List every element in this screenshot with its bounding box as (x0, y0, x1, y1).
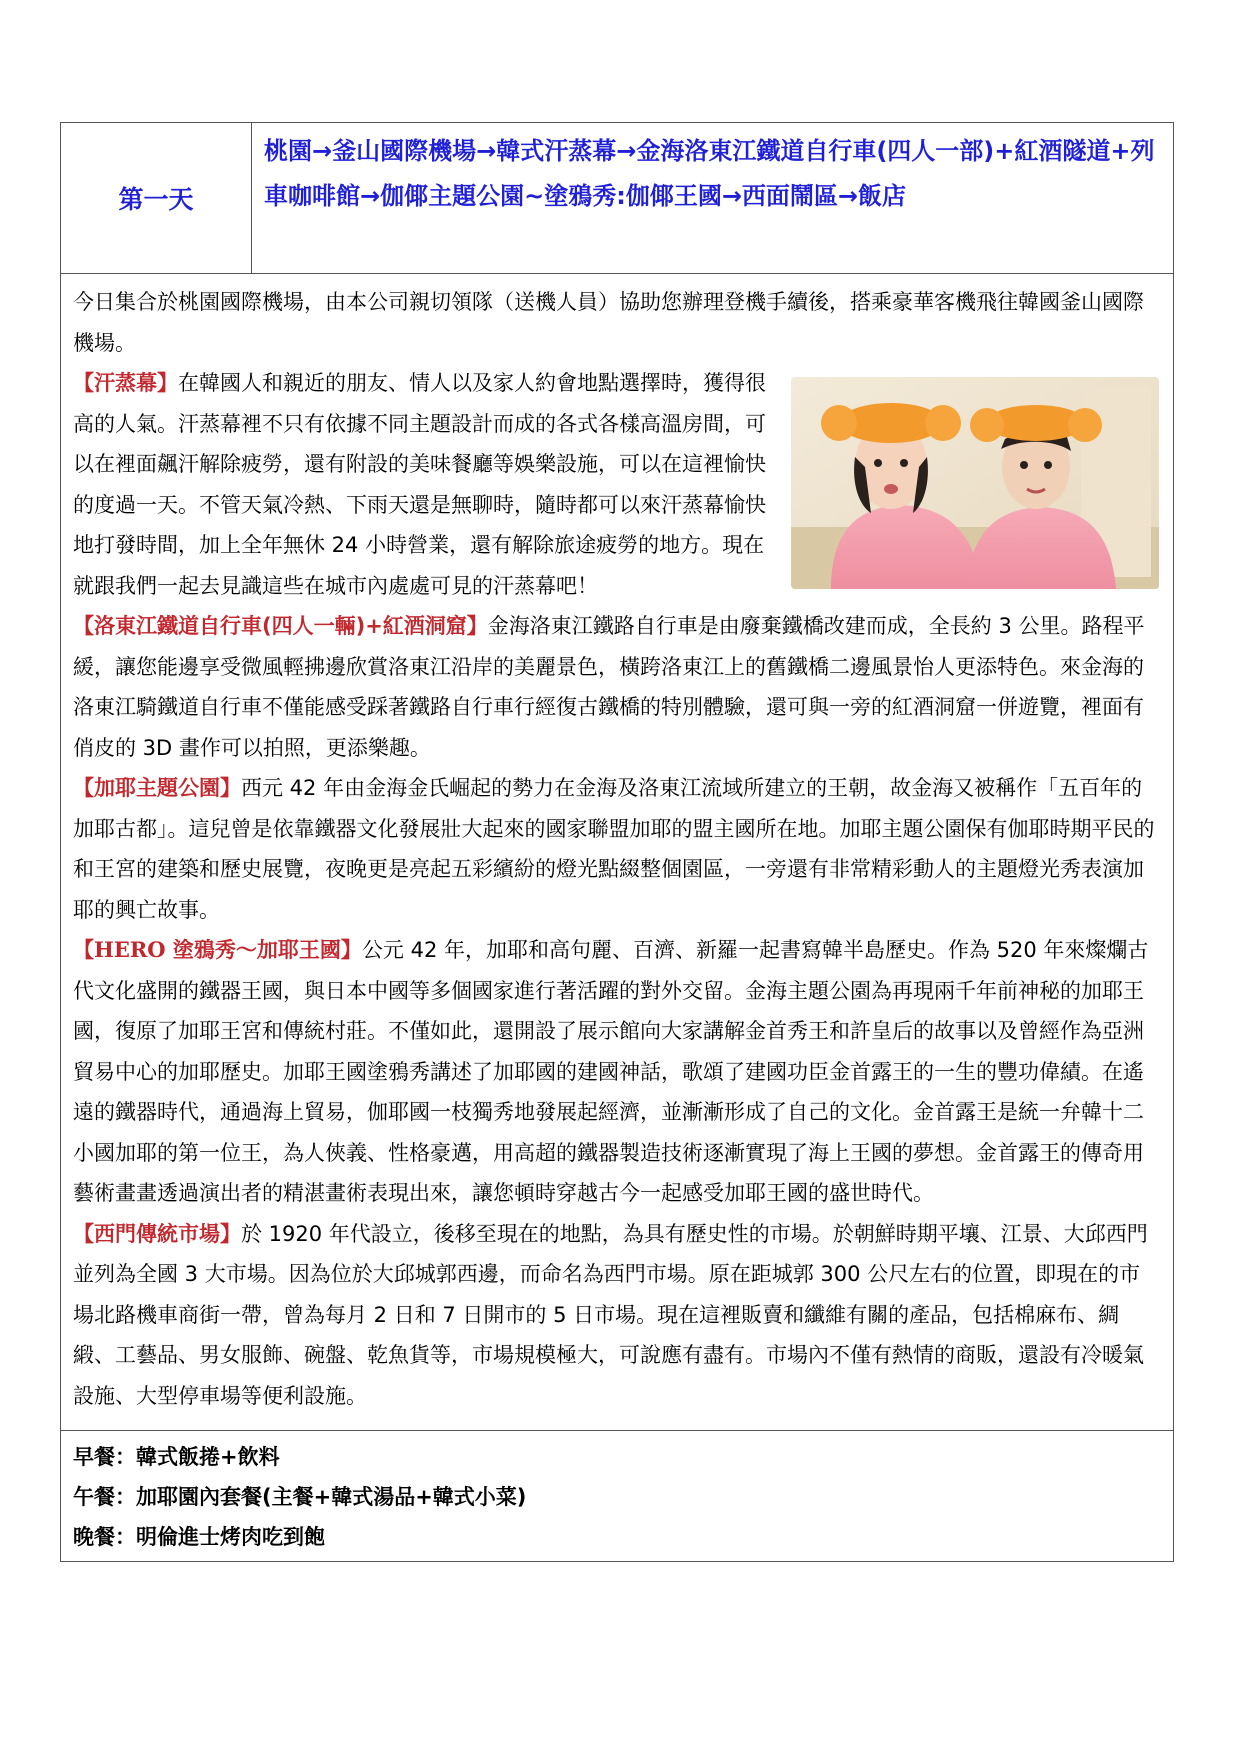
hero-tag-rest: 塗鴉秀～加耶王國】 (165, 938, 362, 962)
sauna-photo (791, 377, 1159, 589)
intro-paragraph: 今日集合於桃園國際機場，由本公司親切領隊（送機人員）協助您辦理登機手續後，搭乘豪華客機飛往韓國釜山國際機場。 (73, 290, 1144, 355)
section-rail-bike-text: 金海洛東江鐵路自行車是由廢棄鐵橋改建而成，全長約 3 公里。路程平緩，讓您能邊享受微風輕拂邊欣賞洛東江沿岸的美麗景色，橫跨洛東江上的舊鐵橋二邊風景怡人更添特色。來金海的洛東江騎鐵道自行車不僅能感受踩著鐵路自行車行經復古鐵橋的特別體驗，還可與一旁的紅酒洞窟一併遊覽，裡面有俏皮的 3D 畫作可以拍照，更添樂趣。 (73, 614, 1145, 760)
meal-dinner: 晚餐：明倫進士烤肉吃到飽 (73, 1525, 325, 1549)
section-rail-bike-tag: 【洛東江鐵道自行車(四人一輛)+紅酒洞窟】 (73, 614, 488, 638)
section-sauna-tag: 【汗蒸幕】 (73, 371, 178, 395)
section-gaya-park (73, 768, 1161, 930)
itinerary-description (61, 274, 1173, 1430)
section-hero-show (73, 930, 1161, 1214)
meals-row (61, 1430, 1173, 1561)
meal-breakfast: 早餐：韓式飯捲+飲料 (73, 1445, 280, 1469)
section-rail-bike (73, 606, 1161, 768)
meal-lunch: 午餐：加耶園內套餐(主餐+韓式湯品+韓式小菜) (73, 1485, 527, 1509)
section-sauna-text: 在韓國人和親近的朋友、情人以及家人約會地點選擇時，獲得很高的人氣。汗蒸幕裡不只有依據不同主題設計而成的各式各樣高溫房間，可以在裡面飆汗解除疲勞，還有附設的美味餐廳等娛樂設施，可以在這裡愉快的度過一天。不管天氣冷熱、下雨天還是無聊時，隨時都可以來汗蒸幕愉快地打發時間，加上全年無休 24 小時營業，還有解除旅途疲勞的地方。現在就跟我們一起去見識這些在城市內處處可見的汗蒸幕吧！ (73, 371, 766, 598)
hero-tag-english: HERO (94, 937, 166, 962)
section-seomun-market-text: 於 1920 年代設立，後移至現在的地點，為具有歷史性的市場。於朝鮮時期平壤、江景、大邱西門並列為全國 3 大市場。因為位於大邱城郭西邊，而命名為西門市場。原在距城郭 300 公尺左右的位置，即現在的市場北路機車商街一帶，曾為每月 2 日和 7 日開市的 5 日市場。現在這裡販賣和纖維有關的產品，包括棉麻布、綢緞、工藝品、男女服飾、碗盤、乾魚貨等，市場規模極大，可說應有盡有。市場內不僅有熱情的商販，還設有冷暖氣設施、大型停車場等便利設施。 (73, 1221, 1148, 1408)
section-gaya-park-tag: 【加耶主題公園】 (73, 776, 241, 800)
section-gaya-park-text: 西元 42 年由金海金氏崛起的勢力在金海及洛東江流域所建立的王朝，故金海又被稱作「五百年的加耶古都」。這兒曾是依靠鐵器文化發展壯大起來的國家聯盟加耶的盟主國所在地。加耶主題公園保有伽耶時期平民的和王宮的建築和歷史展覽，夜晚更是亮起五彩繽紛的燈光點綴整個園區，一旁還有非常精彩動人的主題燈光秀表演加耶的興亡故事。 (73, 776, 1155, 922)
hero-tag-open: 【 (73, 938, 94, 962)
itinerary-table (60, 122, 1174, 1562)
section-seomun-market (73, 1214, 1161, 1417)
section-hero-show-tag (73, 938, 362, 962)
section-seomun-market-tag: 【西門傳統市場】 (73, 1221, 241, 1246)
route-title: 桃園→釜山國際機場→韓式汗蒸幕→金海洛東江鐵道自行車(四人一部)+紅酒隧道+列車咖啡館→伽倻主題公園~塗鴉秀:伽倻王國→西面鬧區→飯店 (264, 137, 1155, 210)
itinerary-header-row (61, 123, 1173, 274)
sauna-couple-illustration (791, 377, 1159, 589)
day-label: 第一天 (61, 123, 252, 273)
section-hero-show-text: 公元 42 年，加耶和高句麗、百濟、新羅一起書寫韓半島歷史。作為 520 年來燦爛古代文化盛開的鐵器王國，與日本中國等多個國家進行著活躍的對外交留。金海主題公園為再現兩千年前神秘的加耶王國，復原了加耶王宮和傳統村莊。不僅如此，還開設了展示館向大家講解金首秀王和許皇后的故事以及曾經作為亞洲貿易中心的加耶歷史。加耶王國塗鴉秀講述了加耶國的建國神話，歌頌了建國功臣金首露王的一生的豐功偉績。在遙遠的鐵器時代，通過海上貿易，伽耶國一枝獨秀地發展起經濟，並漸漸形成了自己的文化。金首露王是統一弁韓十二小國加耶的第一位王，為人俠義、性格豪邁，用高超的鐵器製造技術逐漸實現了海上王國的夢想。金首露王的傳奇用藝術畫畫透過演出者的精湛畫術表現出來，讓您頓時穿越古今一起感受加耶王國的盛世時代。 (73, 938, 1149, 1205)
